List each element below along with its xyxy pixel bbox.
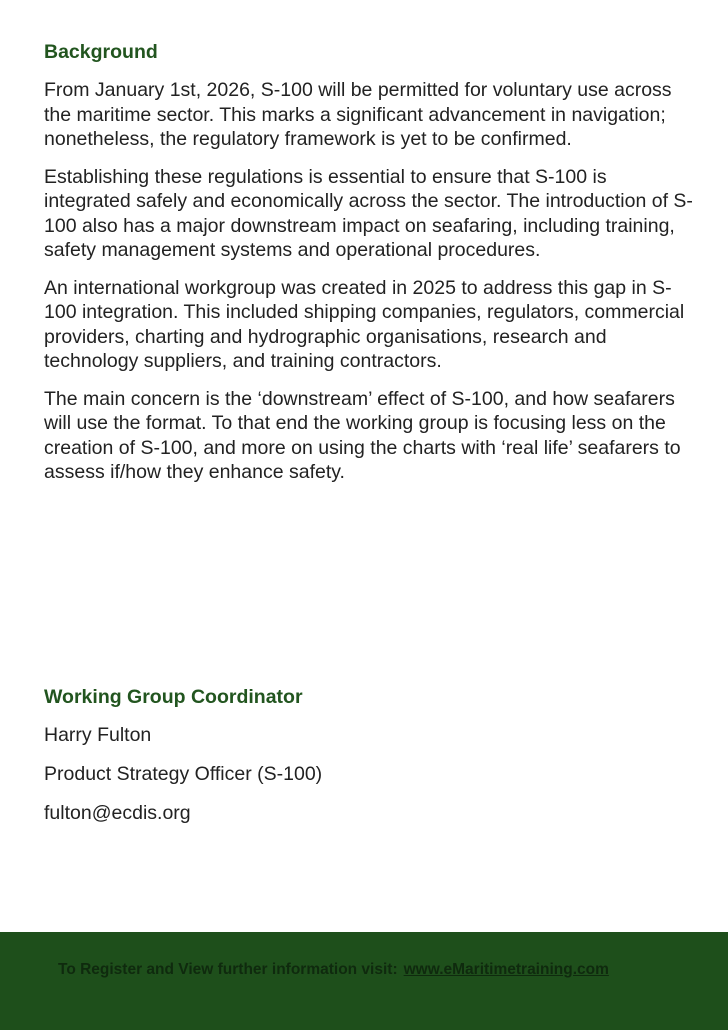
coordinator-heading: Working Group Coordinator (44, 686, 303, 708)
background-paragraph-2: Establishing these regulations is essential to ensure that S-100 is integrated safely and economically across the sector. The introduction of S-100 also has a major downstream impact on seafaring, including training, safety management systems and operational procedures. (44, 165, 693, 261)
background-paragraph-4: The main concern is the ‘downstream’ effect of S-100, and how seafarers will use the format. To that end the working group is focusing less on the creation of S-100, and more on using the charts with ‘real life’ seafarers to assess if/how they enhance safety. (44, 387, 681, 483)
coordinator-email[interactable]: fulton@ecdis.org (44, 802, 191, 824)
footer-banner (0, 932, 728, 1030)
footer-text-row (58, 961, 609, 979)
coordinator-title: Product Strategy Officer (S-100) (44, 763, 323, 785)
coordinator-name: Harry Fulton (44, 724, 152, 746)
coordinator-section (44, 685, 694, 840)
background-section (44, 40, 694, 498)
background-paragraph-1: From January 1st, 2026, S-100 will be permitted for voluntary use across the maritime sector. This marks a significant advancement in navigation; nonetheless, the regulatory framework is yet to be confirmed. (44, 79, 672, 150)
footer-website-link[interactable]: www.eMaritimetraining.com (403, 961, 609, 978)
background-paragraph-3: An international workgroup was created in 2025 to address this gap in S-100 integration. This included shipping companies, regulators, commercial providers, charting and hydrographic organisations, research and technology suppliers, and training contractors. (44, 276, 685, 372)
footer-register-text: To Register and View further information visit: (58, 961, 398, 978)
background-heading: Background (44, 41, 158, 63)
